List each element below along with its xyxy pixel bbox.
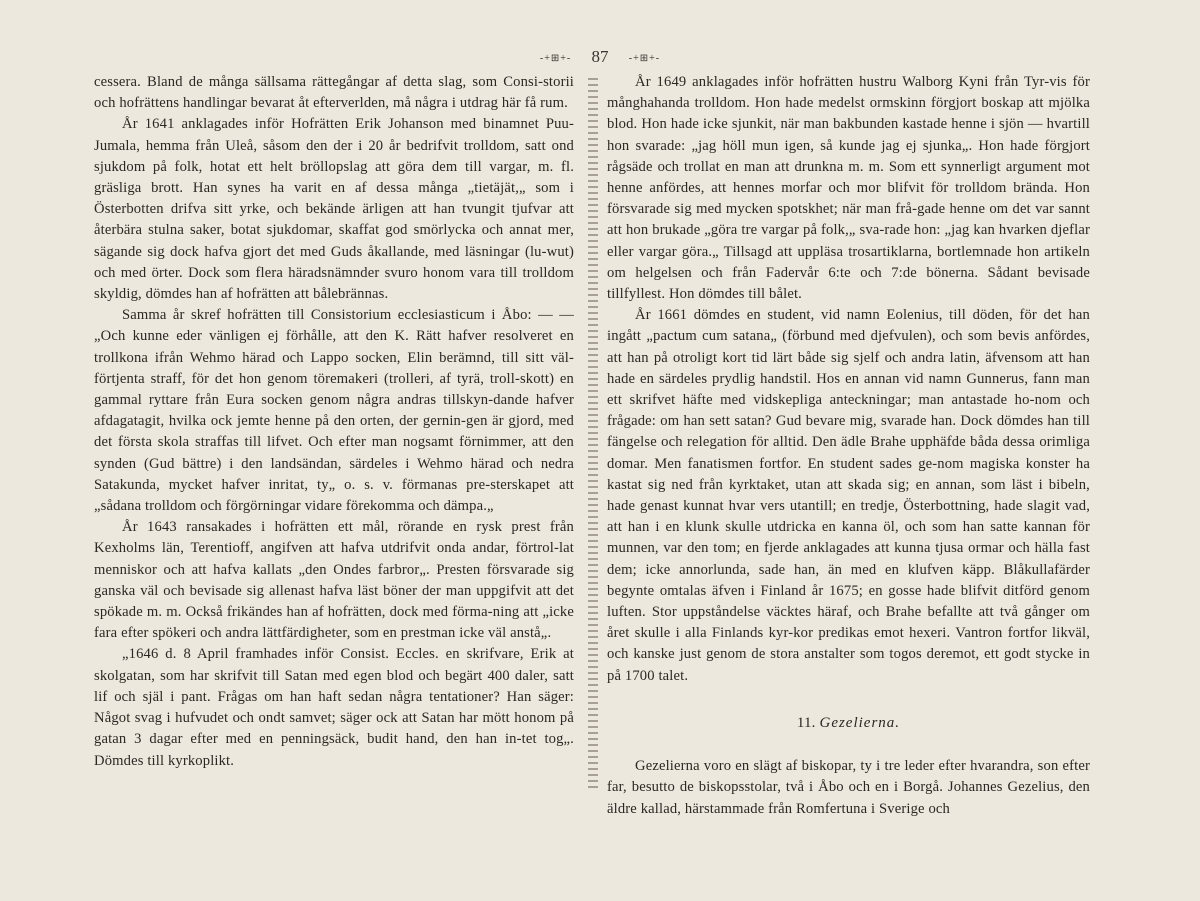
paragraph: Gezelierna voro en slägt af biskopar, ty i tre leder efter hvarandra, son efter far, besutto de biskopsstolar, två i Åbo och en i Borgå. Johannes Gezelius, den äldre kallad, härstammade från Romfertuna i Sverige och: [607, 758, 1090, 817]
left-column: [94, 72, 574, 772]
section-title: Gezelierna.: [819, 714, 901, 731]
column-divider: [588, 78, 598, 788]
paragraph: cessera. Bland de många sällsama rättegångar af detta slag, som Consi-storii och hofrättens handlingar bevarat åt efterverlden, må några i utdrag här få rum.: [94, 74, 574, 112]
page-header: [0, 47, 1200, 67]
ornament-left: -+⊞+-: [539, 52, 572, 64]
section-heading: [607, 713, 1090, 734]
paragraph: Samma år skref hofrätten till Consistorium ecclesiasticum i Åbo: — — „Och kunne eder vänligen ej förhålle, att den K. Rätt hafver resolveret en trollkona ifrån Wehmo härad och Lappo socken, Elin berämnd, till sitt väl-förtjenta straff, för det hon genom töremakeri (trolleri, af tyrä, troll-skott) en gammal ryttare från Eura socken genom några andras tillskyn-dande hafver afdagatagit, hvilka ock jemte henne på den orten, der gernin-gen är gjord, med det första skola straffas till lifvet. Och efter man nogsamt förnimmer, att den synden (Gud bättre) i den landsändan, särdeles i Wehmo härad och nedra Satakunda, mycket hafver inritat, ty„ o. s. v. förmanas pre-sterskapet att „sådana trolldom och förgörningar vidare förekomma och dämpa.„: [94, 307, 574, 515]
right-column: [607, 72, 1090, 820]
paragraph: År 1641 anklagades inför Hofrätten Erik Johanson med binamnet Puu-Jumala, hemma från Uleå, såsom den der i 20 år bedrifvit trolldom, satt ond sjukdom på folk, hotat ett helt bröllopslag att göra dem till vargar, m. fl. gräsliga brott. Han synes ha varit en af dessa många „tietäjät,„ som i Österbotten drifva sitt yrke, och bekände ärligen att han tvungit tjufvar att återbära stulna saker, botat sjukdomar, skaffat god smörlycka och annat mer, sägande sig dock hafva gjort det med Guds åkallande, med läsningar (lu-wut) och med örter. Dock som flera häradsnämnder svuro honom vara till trolldom skyldig, dömdes han af hofrätten att bålebrännas.: [94, 116, 574, 303]
paragraph: År 1649 anklagades inför hofrätten hustru Walborg Kyni från Tyr-vis för månghahanda trolldom. Hon hade medelst ormskinn förgjort boskap att mjölka blod. Hon hade icke sjunkit, när man bakbunden kastade henne i sjön — hvartill hon svarade: „jag höll mun igen, så kunde jag ej sjunka„. Hon hade förgjort rågsäde och trollat en man att drunkna m. m. Som ett synnerligt argument mot henne anfördes, att hennes morfar och mor blifvit för trolldom brända. Hon försvarade sig med mycken spotskhet; när man frå-gade henne om det var sannt att hon brukade „göra tre vargar på folk,„ sva-rade hon: „jag kan hvarken djeflar eller vargar göra.„ Tillsagd att uppläsa trosartiklarna, bortlemnade hon artikeln om helgelsen och från Fadervår 6:te och 7:de bönerna. Sådant bevisade tillfyllest. Hon dömdes till bålet.: [607, 74, 1090, 303]
paragraph: „1646 d. 8 April framhades inför Consist. Eccles. en skrifvare, Erik at skolgatan, som har skrifvit till Satan med egen blod och begärt 400 daler, satt lif och själ i pant. Frågas om han haft sedan några tentationer? Han säger: Något svag i hufvudet och ondt samvet; säger ock att Satan har mött honom på gatan 3 dagar efter med en penningsäck, budit hand, den han in-tet tog„. Dömdes till kyrkoplikt.: [94, 646, 574, 769]
paragraph: År 1661 dömdes en student, vid namn Eolenius, till döden, för det han ingått „pactum cum satana„ (förbund med djefvulen), och som bevis anfördes, att han på otroligt kort tid lärt både sig sjelf och andra latin, äfvensom att han hade en särdeles prydlig handstil. Hos en annan vid namn Gunnerus, fann man ett skrifvet häfte med vidskepliga anteckningar; man antastade ho-nom och frågade: om han sett satan? Gud bevare mig, svarade han. Dock dömdes han till fängelse och relegation för alltid. Den ädle Brahe upphäfde båda dessa orimliga domar. Men fanatismen fortfor. En student sades ge-nom magiska konster ha kastat sig ned från kyrktaket, utan att skada sig; en annan, som läst i bibeln, hade genast kunnat hvar vers utantill; en tredje, Österbottning, hade slagit vad, att han i en klunk skulle utdricka en kanna öl, och som han satte kannan för munnen, var den tom; en fjerde anklagades att kunna tjusa ormar och hälla fast dem; icke annorlunda, sade han, än med en klufven käpp. Blåkullafärder begynte omtalas äfven i Finland år 1675; en gosse hade blifvit ditförd genom luften. Stor uppståndelse väcktes häraf, och Brahe befallte att två gånger om året skulle i alla Finlands kyr-kor predikas emot hexeri. Vantron fortfor likväl, och kanske just genom de stora anstalter som togos deremot, ett godt stycke in på 1700 talet.: [607, 307, 1090, 684]
section-number: 11.: [796, 714, 816, 731]
ornament-right: -+⊞+-: [628, 52, 661, 64]
page-number: 87: [591, 47, 609, 66]
paragraph: År 1643 ransakades i hofrätten ett mål, rörande en rysk prest från Kexholms län, Terentioff, angifven att hafva utdrifvit onda andar, förtrol-lat menniskor och att hafva kallats „den Ondes farbror„. Presten försvarade sig ganska väl och bevisade sig allenast hafva läst böner der man uppgifvit att det spökade m. m. Också frikändes han af hofrätten, dock med förma-ning att „icke fara efter spökeri och andra lättfärdigheter, som en prestman icke väl anstå„.: [94, 519, 574, 642]
